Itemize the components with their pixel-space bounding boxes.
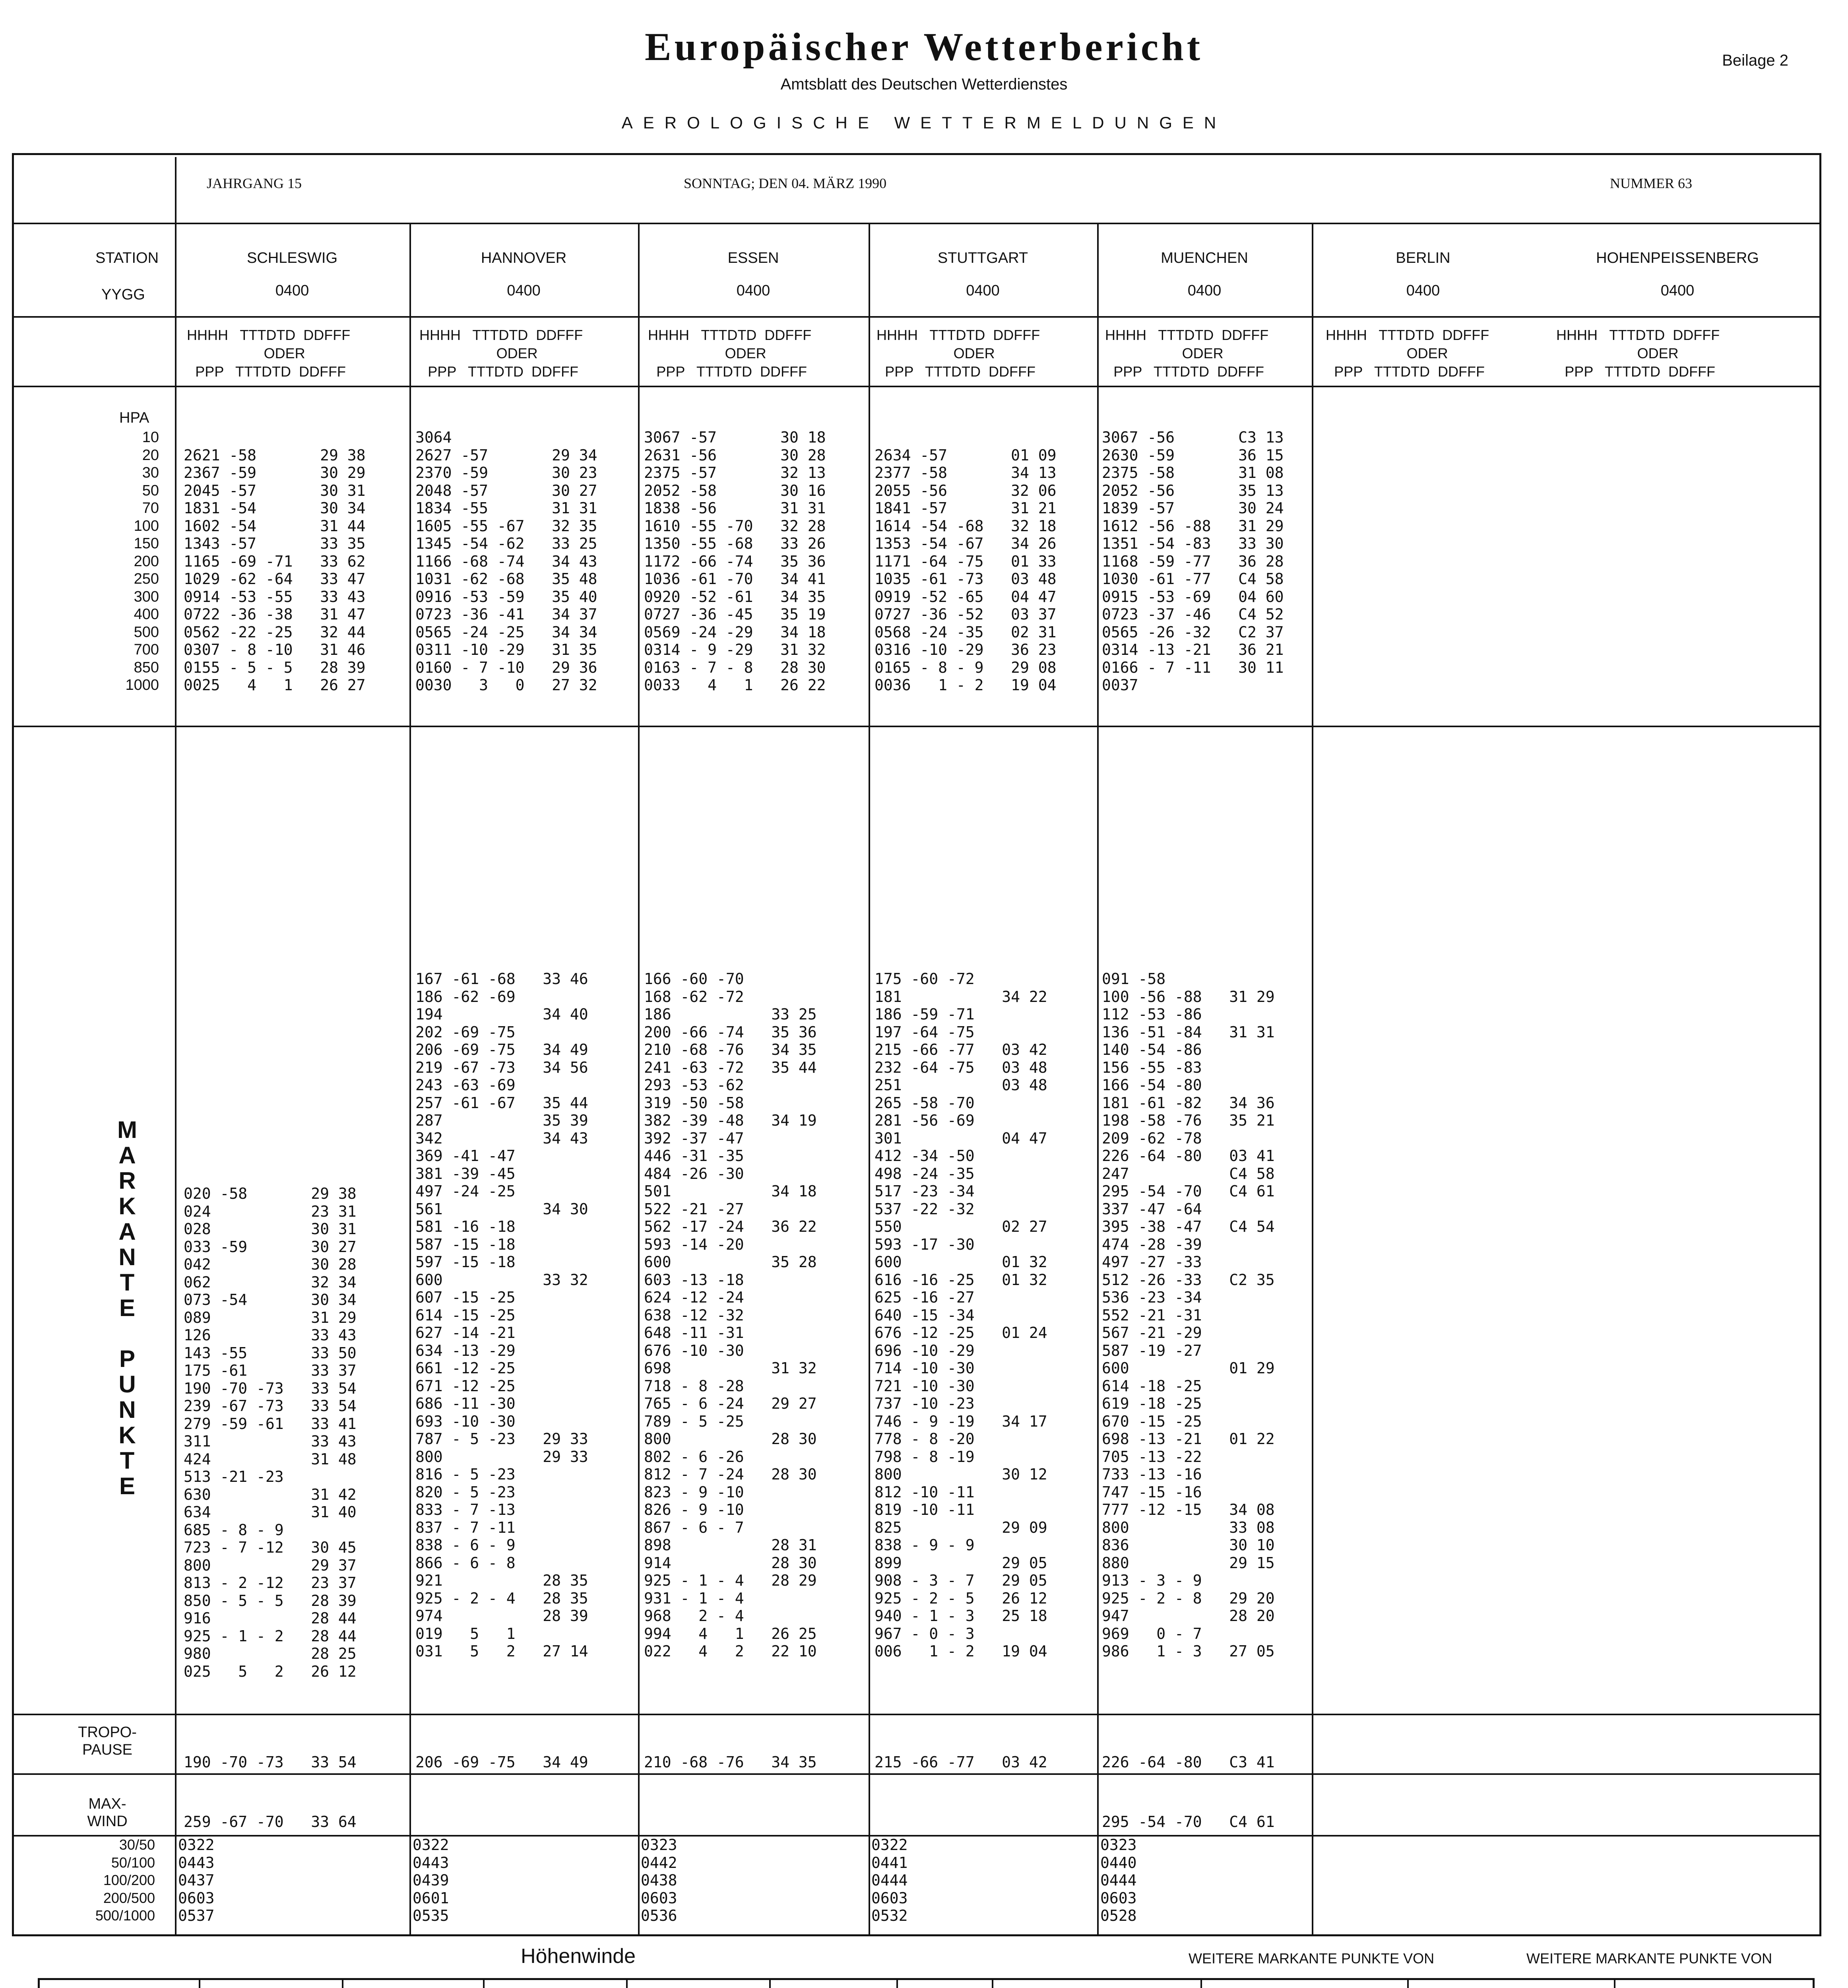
rule [769,1978,771,1988]
station-label: STATION [95,250,159,266]
tropopause-muenchen: 226 -64 -80 C3 41 [1102,1753,1275,1771]
rule [1407,1978,1409,1988]
max-wind-schleswig: 259 -67 -70 33 64 [184,1813,357,1831]
rule [342,1978,343,1988]
significant-points-muenchen: 091 -58 100 -56 -88 31 29 112 -53 -86 136 -51 -84 31 31 140 -54 -86 156 -55 -83 166 -54 -80 181 -61 -82 34 36 198 -58 -76 35 21 209 -62 -78 226 -64 -80 03 41 247 C4 58 295 -54 -70 C4 61 337 -47 -64 395 -38 -47 C4 54 474 -28 -39 497 -27 -33 512 -26 -33 C2 35 536 -23 -34 552 -21 -31 567 -21 -29 587 -19 -27 600 01 29 614 -18 -25 619 -18 -25 670 -15 -25 698 -13 -21 01 22 705 -13 -22 733 -13 -16 747 -15 -16 777 -12 -15 34 08 800 33 08 836 30 10 880 29 15 913 - 3 - 9 925 - 2 - 8 29 20 947 28 20 969 0 - 7 986 1 - 3 27 05 [1102,970,1275,1660]
rule [1200,1978,1202,1988]
rule [638,223,640,1936]
max-wind-label: MAX- WIND [87,1796,128,1830]
column-header: HHHH TTTDTD DDFFF ODER PPP TTTDTD DDFFF [648,327,812,380]
rule [175,157,176,1936]
significant-points-schleswig: 020 -58 29 38 024 23 31 028 30 31 033 -59 30 27 042 30 28 062 32 34 073 -54 30 34 089 31 29 126 33 43 143 -55 33 50 175 -61 33 37 190 -70 -73 33 54 239 -67 -73 33 54 279 -59 -61 33 41 311 33 43 424 31 48 513 -21 -23 630 31 42 634 31 40 685 - 8 - 9 723 - 7 -12 30 45 800 29 37 813 - 2 -12 23 37 850 - 5 - 5 28 39 916 28 44 925 - 1 - 2 28 44 980 28 25 025 5 2 26 12 [184,1185,357,1680]
year-label: JAHRGANG 15 [207,175,302,191]
rule [1097,223,1099,1936]
tropopause-essen: 210 -68 -76 34 35 [644,1753,817,1771]
rule [12,1773,1821,1775]
station-name: STUTTGART [937,250,1028,266]
significant-points-label: M A R K A N T E P U N K T E [117,1116,137,1499]
winds-aloft-table [38,1978,1815,1988]
rule [12,223,1821,224]
column-header: HHHH TTTDTD DDFFF ODER PPP TTTDTD DDFFF [1105,327,1269,380]
rule [199,1978,200,1988]
max-wind-muenchen: 295 -54 -70 C4 61 [1102,1813,1275,1831]
shear-essen: 0323 0442 0438 0603 0536 [641,1836,677,1924]
rule [12,726,1821,727]
rule [12,1714,1821,1715]
shear-schleswig: 0322 0443 0437 0603 0537 [178,1836,215,1924]
tropopause-stuttgart: 215 -66 -77 03 42 [875,1753,1047,1771]
yygg-label: YYGG [101,286,145,303]
column-header: HHHH TTTDTD DDFFF ODER PPP TTTDTD DDFFF [1326,327,1489,380]
station-name: HOHENPEISSENBERG [1596,250,1759,266]
further-points-heading: WEITERE MARKANTE PUNKTE VON [1526,1950,1772,1967]
station-name: ESSEN [727,250,779,266]
shear-stuttgart: 0322 0441 0444 0603 0532 [871,1836,908,1924]
rule [992,1978,993,1988]
rule [1614,1978,1615,1988]
station-name: BERLIN [1396,250,1450,266]
station-time: 0400 [507,282,541,299]
standard-levels-essen: 3067 -57 30 18 2631 -56 30 28 2375 -57 32 13 2052 -58 30 16 1838 -56 31 31 1610 -55 -70 32 28 1350 -55 -68 33 26 1172 -66 -74 35 36 1036 -61 -70 34 41 0920 -52 -61 34 35 0727 -36 -45 35 19 0569 -24 -29 34 18 0314 - 9 -29 31 32 0163 - 7 - 8 28 30 0033 4 1 26 22 [644,429,826,694]
page-title: Europäischer Wetterbericht [644,25,1204,69]
standard-levels-hannover: 3064 2627 -57 29 34 2370 -59 30 23 2048 -57 30 27 1834 -55 31 31 1605 -55 -67 32 35 1345 -54 -62 33 25 1166 -68 -74 34 43 1031 -62 -68 35 48 0916 -53 -59 35 40 0723 -36 -41 34 37 0565 -24 -25 34 34 0311 -10 -29 31 35 0160 - 7 -10 29 36 0030 3 0 27 32 [415,429,597,694]
standard-levels-muenchen: 3067 -56 C3 13 2630 -59 36 15 2375 -58 31 08 2052 -56 35 13 1839 -57 30 24 1612 -56 -88 31 29 1351 -54 -83 33 30 1168 -59 -77 36 28 1030 -61 -77 C4 58 0915 -53 -69 04 60 0723 -37 -46 C4 52 0565 -26 -32 C2 37 0314 -13 -21 36 21 0166 - 7 -11 30 11 0037 [1102,429,1284,694]
station-time: 0400 [1660,282,1695,299]
further-points-heading: WEITERE MARKANTE PUNKTE VON [1189,1950,1435,1967]
date-label: SONNTAG; DEN 04. MÄRZ 1990 [684,175,887,191]
rule [869,223,870,1936]
station-name: MUENCHEN [1161,250,1248,266]
layer-labels: 30/50 50/100 100/200 200/500 500/1000 [95,1837,155,1924]
column-header: HHHH TTTDTD DDFFF ODER PPP TTTDTD DDFFF [876,327,1040,380]
significant-points-essen: 166 -60 -70 168 -62 -72 186 33 25 200 -66 -74 35 36 210 -68 -76 34 35 241 -63 -72 35 44 293 -53 -62 319 -50 -58 382 -39 -48 34 19 392 -37 -47 446 -31 -35 484 -26 -30 501 34 18 522 -21 -27 562 -17 -24 36 22 593 -14 -20 600 35 28 603 -13 -18 624 -12 -24 638 -12 -32 648 -11 -31 676 -10 -30 698 31 32 718 - 8 -28 765 - 6 -24 29 27 789 - 5 -25 800 28 30 802 - 6 -26 812 - 7 -24 28 30 823 - 9 -10 826 - 9 -10 867 - 6 - 7 898 28 31 914 28 30 925 - 1 - 4 28 29 931 - 1 - 4 968 2 - 4 994 4 1 26 25 022 4 2 22 10 [644,970,817,1660]
significant-points-hannover: 167 -61 -68 33 46 186 -62 -69 194 34 40 202 -69 -75 206 -69 -75 34 49 219 -67 -73 34 56 243 -63 -69 257 -61 -67 35 44 287 35 39 342 34 43 369 -41 -47 381 -39 -45 497 -24 -25 561 34 30 581 -16 -18 587 -15 -18 597 -15 -18 600 33 32 607 -15 -25 614 -15 -25 627 -14 -21 634 -13 -29 661 -12 -25 671 -12 -25 686 -11 -30 693 -10 -30 787 - 5 -23 29 33 800 29 33 816 - 5 -23 820 - 5 -23 833 - 7 -13 837 - 7 -11 838 - 6 - 9 866 - 6 - 8 921 28 35 925 - 2 - 4 28 35 974 28 39 019 5 1 031 5 2 27 14 [415,970,588,1660]
rule [12,386,1821,387]
issue-number: NUMMER 63 [1610,175,1693,191]
rule [409,223,411,1936]
shear-muenchen: 0323 0440 0444 0603 0528 [1100,1836,1137,1924]
rule [12,1835,1821,1837]
rule [12,316,1821,318]
column-header: HHHH TTTDTD DDFFF ODER PPP TTTDTD DDFFF [1556,327,1720,380]
attachment-label: Beilage 2 [1722,52,1788,69]
standard-levels-stuttgart: 2634 -57 01 09 2377 -58 34 13 2055 -56 32 06 1841 -57 31 21 1614 -54 -68 32 18 1353 -54 -67 34 26 1171 -64 -75 01 33 1035 -61 -73 03 48 0919 -52 -65 04 47 0727 -36 -52 03 37 0568 -24 -35 02 31 0316 -10 -29 36 23 0165 - 8 - 9 29 08 0036 1 - 2 19 04 [875,446,1057,694]
tropopause-hannover: 206 -69 -75 34 49 [415,1753,588,1771]
section-heading: AEROLOGISCHE WETTERMELDUNGEN [621,113,1227,132]
station-time: 0400 [736,282,770,299]
station-time: 0400 [966,282,1000,299]
tropopause-schleswig: 190 -70 -73 33 54 [184,1753,357,1771]
station-time: 0400 [275,282,309,299]
hpa-label: HPA [119,410,149,426]
tropopause-label: TROPO- PAUSE [78,1724,137,1758]
rule [1312,223,1313,1936]
rule [626,1978,628,1988]
rule [896,1978,898,1988]
station-time: 0400 [1187,282,1222,299]
page-subtitle: Amtsblatt des Deutschen Wetterdienstes [780,76,1068,93]
shear-hannover: 0322 0443 0439 0601 0535 [413,1836,449,1924]
rule [483,1978,485,1988]
standard-levels-schleswig: 2621 -58 29 38 2367 -59 30 29 2045 -57 30 31 1831 -54 30 34 1602 -54 31 44 1343 -57 33 35 1165 -69 -71 33 62 1029 -62 -64 33 47 0914 -53 -55 33 43 0722 -36 -38 31 47 0562 -22 -25 32 44 0307 - 8 -10 31 46 0155 - 5 - 5 28 39 0025 4 1 26 27 [184,446,366,694]
pressure-levels: 10 20 30 50 70 100 150 200 250 300 400 500 700 850 1000 [125,429,159,693]
winds-aloft-title: Höhenwinde [521,1945,636,1968]
station-time: 0400 [1406,282,1440,299]
station-name: SCHLESWIG [246,250,338,266]
column-header: HHHH TTTDTD DDFFF ODER PPP TTTDTD DDFFF [419,327,583,380]
station-name: HANNOVER [481,250,567,266]
significant-points-stuttgart: 175 -60 -72 181 34 22 186 -59 -71 197 -64 -75 215 -66 -77 03 42 232 -64 -75 03 48 251 03 48 265 -58 -70 281 -56 -69 301 04 47 412 -34 -50 498 -24 -35 517 -23 -34 537 -22 -32 550 02 27 593 -17 -30 600 01 32 616 -16 -25 01 32 625 -16 -27 640 -15 -34 676 -12 -25 01 24 696 -10 -29 714 -10 -30 721 -10 -30 737 -10 -23 746 - 9 -19 34 17 778 - 8 -20 798 - 8 -19 800 30 12 812 -10 -11 819 -10 -11 825 29 09 838 - 9 - 9 899 29 05 908 - 3 - 7 29 05 925 - 2 - 5 26 12 940 - 1 - 3 25 18 967 - 0 - 3 006 1 - 2 19 04 [875,970,1047,1660]
column-header: HHHH TTTDTD DDFFF ODER PPP TTTDTD DDFFF [187,327,351,380]
